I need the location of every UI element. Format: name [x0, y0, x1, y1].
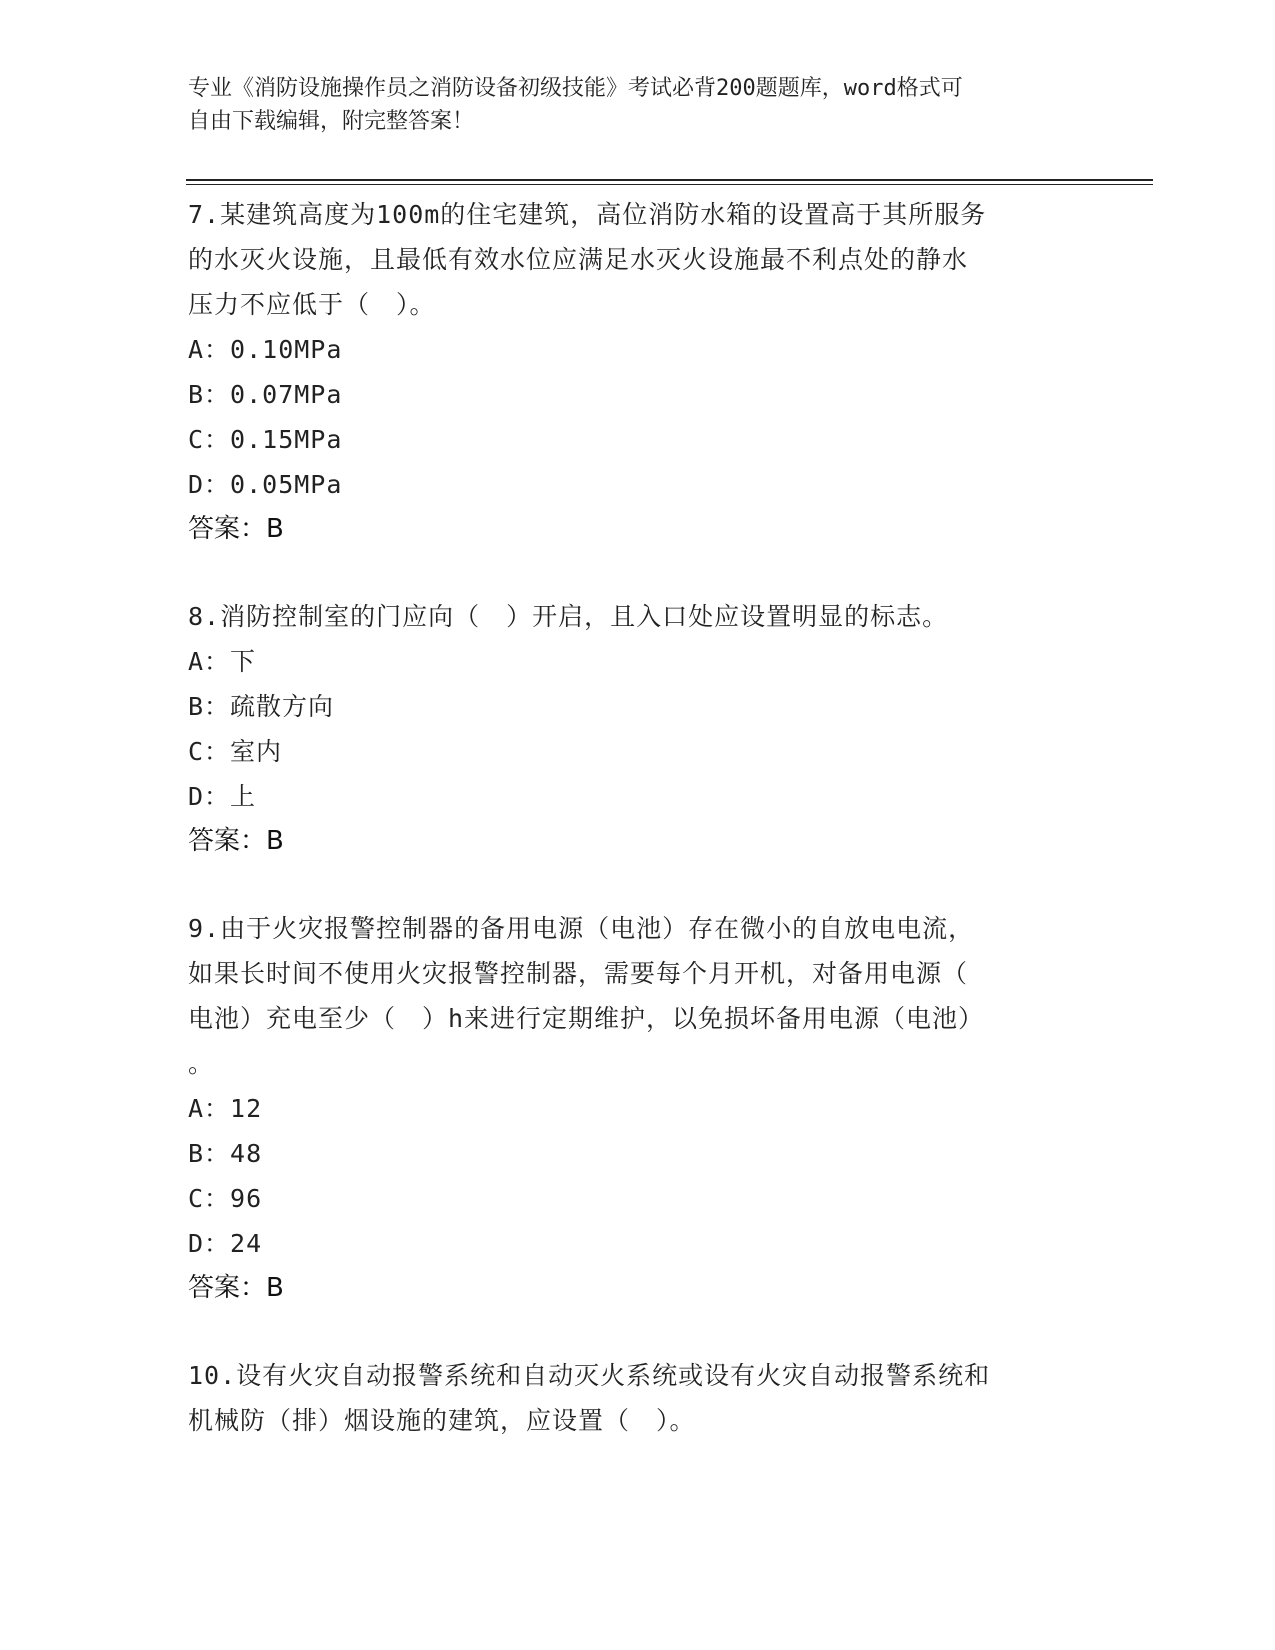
question-8	[188, 594, 1088, 864]
option-b: B：疏散方向	[188, 692, 335, 721]
question-stem-line: 7.某建筑高度为100m的住宅建筑，高位消防水箱的设置高于其所服务	[188, 200, 987, 229]
answer: 答案：B	[188, 826, 284, 856]
question-stem-line: 机械防（排）烟设施的建筑，应设置（ ）。	[188, 1406, 696, 1435]
option-d: D：上	[188, 782, 257, 811]
option-a: A：下	[188, 647, 257, 676]
option-d: D：0.05MPa	[188, 470, 343, 499]
question-7	[188, 192, 1088, 552]
option-a: A：0.10MPa	[188, 335, 343, 364]
option-c: C：0.15MPa	[188, 425, 343, 454]
question-stem-line: 10.设有火灾自动报警系统和自动灭火系统或设有火灾自动报警系统和	[188, 1361, 991, 1390]
question-stem-line: 8.消防控制室的门应向（ ）开启，且入口处应设置明显的标志。	[188, 602, 949, 631]
question-stem-line: 。	[188, 1049, 215, 1078]
question-stem-line: 压力不应低于（ ）。	[188, 290, 436, 319]
answer: 答案：B	[188, 1273, 284, 1303]
document-header	[188, 72, 1088, 138]
header-divider-thick	[186, 179, 1153, 181]
answer: 答案：B	[188, 514, 284, 544]
option-b: B：0.07MPa	[188, 380, 343, 409]
question-stem-line: 如果长时间不使用火灾报警控制器，需要每个月开机，对备用电源（	[188, 959, 969, 988]
option-a: A：12	[188, 1094, 263, 1123]
question-9	[188, 906, 1088, 1311]
header-line-1: 专业《消防设施操作员之消防设备初级技能》考试必背200题题库，word格式可	[188, 76, 963, 101]
question-stem-line: 9.由于火灾报警控制器的备用电源（电池）存在微小的自放电电流，	[188, 914, 975, 943]
question-10	[188, 1353, 1088, 1443]
question-stem-line: 的水灭火设施，且最低有效水位应满足水灭火设施最不利点处的静水	[188, 245, 969, 274]
header-divider-thin	[186, 184, 1153, 185]
question-list	[188, 192, 1088, 1485]
option-b: B：48	[188, 1139, 263, 1168]
option-d: D：24	[188, 1229, 263, 1258]
option-c: C：室内	[188, 737, 283, 766]
option-c: C：96	[188, 1184, 263, 1213]
header-line-2: 自由下载编辑，附完整答案！	[188, 109, 475, 134]
question-stem-line: 电池）充电至少（ ）h来进行定期维护，以免损坏备用电源（电池）	[188, 1004, 985, 1033]
